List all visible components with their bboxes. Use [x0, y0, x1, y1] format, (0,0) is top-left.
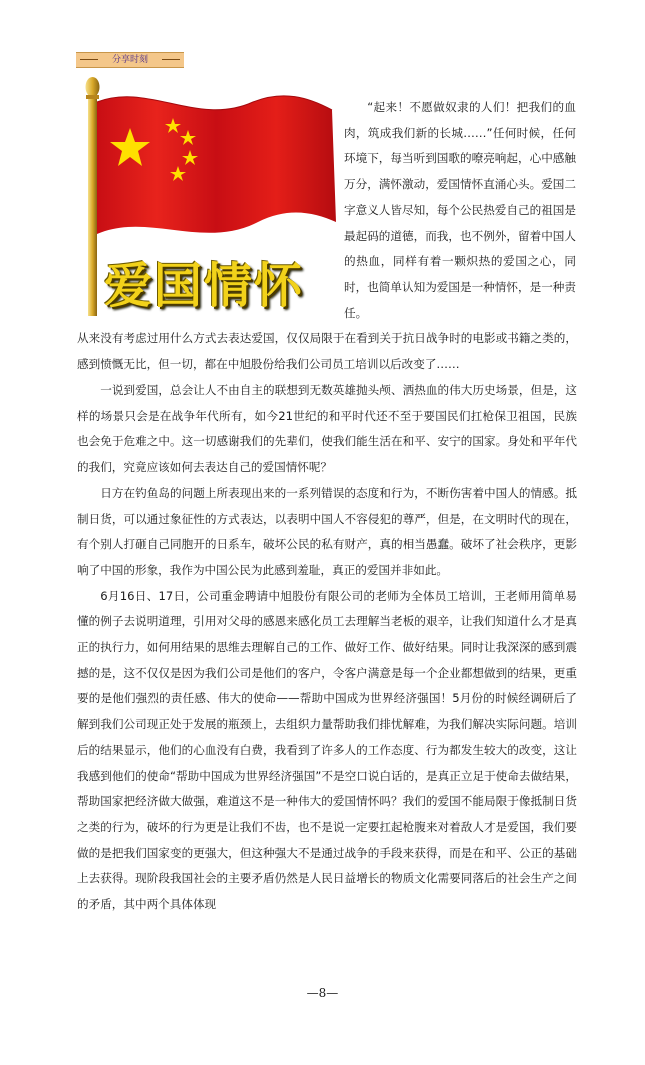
tab-rule-right — [162, 59, 180, 60]
body-paragraph: 6月16日、17日，公司重金聘请中旭股份有限公司的老师为全体员工培训，王老师用简单易懂的例子去说明道理，引用对父母的感恩来感化员工去理解当老板的艰辛，让我们知道什么才是真正的执行力，如何用结果的思维去理解自己的工作、做好工作、做好结果。同时让我深深的感到震撼的是，这不仅仅是因为我们公司是他们的客户，令客户满意是每一个企业都想做到的结果，更重要的是他们强烈的责任感、伟大的使命——帮助中国成为世界经济强国！5月份的时候经调研后了解到我们公司现正处于发展的瓶颈上，去组织力量帮助我们排忧解难，为我们解决实际问题。培训后的结果显示，他们的心血没有白费，我看到了许多人的工作态度、行为都发生较大的改变，这让我感到他们的使命“帮助中国成为世界经济强国”不是空口说白话的，是真正立足于使命去做结果，帮助国家把经济做大做强，难道这不是一种伟大的爱国情怀吗？我们的爱国不能局限于像抵制日货之类的行为，破坏的行为更是让我们不齿，也不是说一定要扛起枪腹来对着敌人才是爱国，我们要做的是把我们国家变的更强大，但这种强大不是通过战争的手段来获得，而是在和平、公正的基础上去获得。现阶段我国社会的主要矛盾仍然是人民日益增长的物质文化需要同落后的社会生产之间的矛盾，其中两个具体体现 — [77, 588, 577, 912]
figure-title: 爱国情怀 — [104, 258, 305, 314]
body-paragraph: 日方在钓鱼岛的问题上所表现出来的一系列错误的态度和行为，不断伤害着中国人的情感。抵制日货，可以通过象征性的方式表达，以表明中国人不容侵犯的尊严，但是，在文明时代的现在，有个别人打砸自己同胞开的日系车，破坏公民的私有财产，真的相当愚蠢。破坏了社会秩序，更影响了中国的形象，我作为中国公民为此感到羞耻，真正的爱国并非如此。 — [77, 485, 577, 577]
intro-paragraph-continued: 从来没有考虑过用什么方式去表达爱国，仅仅局限于在看到关于抗日战争时的电影或书籍之类的，感到愤慨无比，但一切，都在中旭股份给我们公司员工培训以后改变了…… — [77, 331, 577, 371]
body-paragraph: 一说到爱国，总会让人不由自主的联想到无数英雄抛头颅、洒热血的伟大历史场景，但是，这样的场景只会是在战争年代所有，如今21世纪的和平时代还不至于要国民们扛枪保卫祖国，民族也会免于危难之中。这一切感谢我们的先辈们，使我们能生活在和平、安宁的国家。身处和平年代的我们，究竟应该如何去表达自己的爱国情怀呢？ — [77, 383, 577, 475]
article-body — [77, 378, 577, 918]
flag-cloth — [97, 96, 336, 234]
flag-pole — [88, 94, 97, 316]
section-header-tab — [76, 52, 184, 68]
page-number: —8— — [306, 986, 339, 1000]
intro-paragraph: “起来！不愿做奴隶的人们！把我们的血肉，筑成我们新的长城……”任何时候，任何环境下，每当听到国歌的嘹亮响起，心中感触万分，满怀激动，爱国情怀直涌心头。爱国二字意义人皆尽知，每个公民热爱自己的祖国是最起码的道德，而我，也不例外，留着中国人的热血，同样有着一颗炽热的爱国之心，同时，也简单认知为爱国是一种情怀，是一种责任。 — [344, 100, 576, 320]
section-label: 分享时刻 — [111, 55, 148, 65]
flag-pole-finial — [86, 77, 100, 97]
